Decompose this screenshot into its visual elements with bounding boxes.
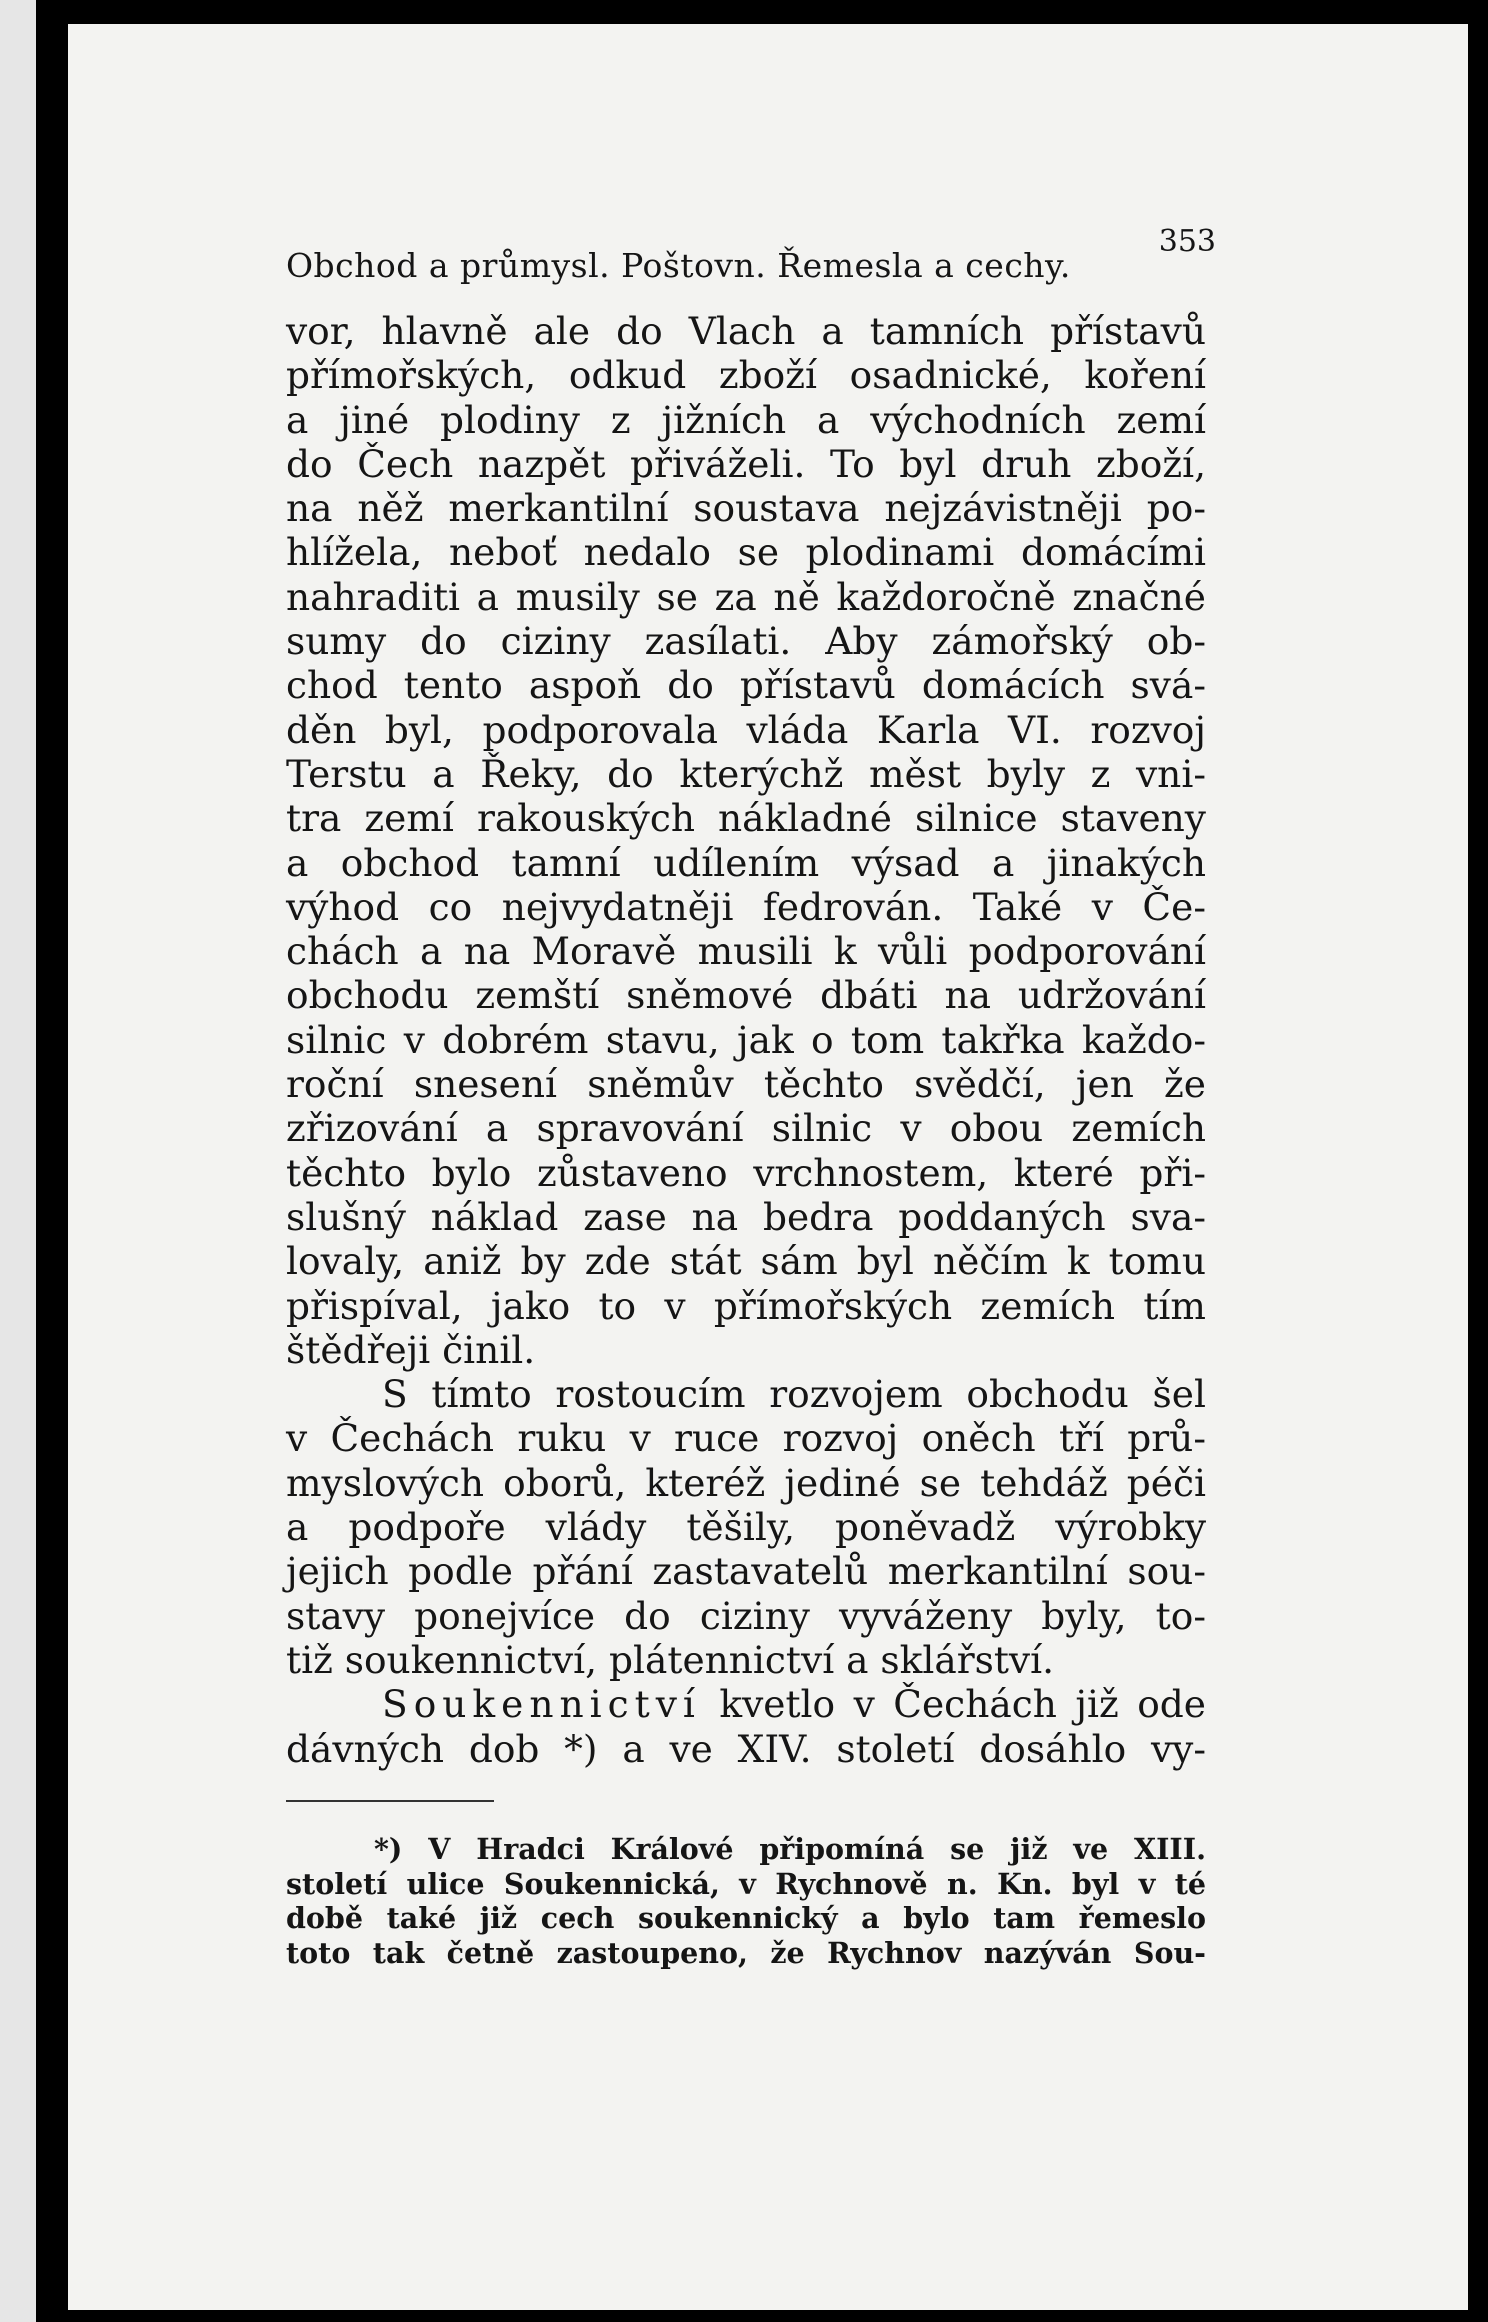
- spaced-emphasis-word: Soukennictví: [382, 1682, 701, 1727]
- footnote: [286, 1832, 1206, 1970]
- text-line: přispíval, jako to v přímořských zemích tím: [286, 1283, 1206, 1328]
- paragraph-start-line: S tímto rostoucím rozvojem obchodu šel: [382, 1372, 1206, 1417]
- line-remainder: kvetlo v Čechách již ode: [700, 1682, 1206, 1727]
- text-line: slušný náklad zase na bedra poddaných sva-: [286, 1194, 1206, 1239]
- footnote-line: *) V Hradci Králové připomíná se již ve XIII.: [374, 1832, 1206, 1866]
- text-line: lovaly, aniž by zde stát sám byl něčím k tomu: [286, 1239, 1206, 1284]
- text-line: vor, hlavně ale do Vlach a tamních přístavů: [286, 309, 1206, 353]
- paragraph-end-line: tiž soukennictví, plátennictví a sklářství.: [286, 1637, 1055, 1682]
- book-page: [68, 24, 1468, 2310]
- text-line: zřizování a spravování silnic v obou zemích: [286, 1106, 1206, 1151]
- text-line: chách a na Moravě musili k vůli podporování: [286, 929, 1206, 974]
- running-title: Obchod a průmysl. Poštovn. Řemesla a cechy.: [286, 246, 1071, 285]
- text-line: Terstu a Řeky, do kterýchž měst byly z vni-: [286, 751, 1206, 796]
- text-line: přímořských, odkud zboží osadnické, koření: [286, 353, 1206, 398]
- previous-page-edge: [0, 0, 36, 2322]
- text-line: stavy ponejvíce do ciziny vyváženy byly, to-: [286, 1593, 1206, 1638]
- text-line: děn byl, podporovala vláda Karla VI. rozvoj: [286, 707, 1206, 752]
- footnote-line: době také již cech soukennický a bylo tam řemeslo: [286, 1901, 1206, 1935]
- text-line: roční snesení sněmův těchto svědčí, jen že: [286, 1062, 1206, 1107]
- body-text: [286, 309, 1206, 1771]
- text-line: výhod co nejvydatněji fedrován. Také v Če-: [286, 884, 1206, 929]
- text-line: tra zemí rakouských nákladné silnice staveny: [286, 796, 1206, 841]
- text-line: v Čechách ruku v ruce rozvoj oněch tří prů-: [286, 1416, 1206, 1461]
- text-line: silnic v dobrém stavu, jak o tom takřka každo-: [286, 1017, 1206, 1062]
- text-line: a obchod tamní udílením výsad a jinakých: [286, 840, 1206, 885]
- footnote-separator: [286, 1800, 494, 1802]
- text-line: sumy do ciziny zasílati. Aby zámořský ob-: [286, 619, 1206, 664]
- text-line: do Čech nazpět přiváželi. To byl druh zboží,: [286, 441, 1206, 486]
- text-line: nahraditi a musily se za ně každoročně značné: [286, 574, 1206, 619]
- text-line: hlížela, neboť nedalo se plodinami domácími: [286, 530, 1206, 575]
- text-line: chod tento aspoň do přístavů domácích svá-: [286, 663, 1206, 708]
- footnote-line: století ulice Soukennická, v Rychnově n. Kn. byl v té: [286, 1866, 1206, 1901]
- text-line: dávných dob *) a ve XIV. století dosáhlo vy-: [286, 1726, 1206, 1771]
- paragraph-end-line: štědřeji činil.: [286, 1327, 536, 1372]
- text-line: jejich podle přání zastavatelů merkantilní sou-: [286, 1549, 1206, 1594]
- text-line: obchodu zemští sněmové dbáti na udržování: [286, 973, 1206, 1018]
- text-line: myslových oborů, kteréž jediné se tehdáž péči: [286, 1460, 1206, 1505]
- text-line: a podpoře vlády těšily, poněvadž výrobky: [286, 1505, 1206, 1550]
- text-line: těchto bylo zůstaveno vrchnostem, které při-: [286, 1150, 1206, 1195]
- footnote-line: toto tak četně zastoupeno, že Rychnov nazýván Sou-: [286, 1935, 1206, 1970]
- text-line: a jiné plodiny z jižních a východních zemí: [286, 397, 1206, 442]
- paragraph-start-line: [286, 1682, 1206, 1726]
- text-line: na něž merkantilní soustava nejzávistněji po-: [286, 486, 1206, 531]
- running-header: [286, 224, 1216, 285]
- page-number: 353: [1158, 224, 1216, 259]
